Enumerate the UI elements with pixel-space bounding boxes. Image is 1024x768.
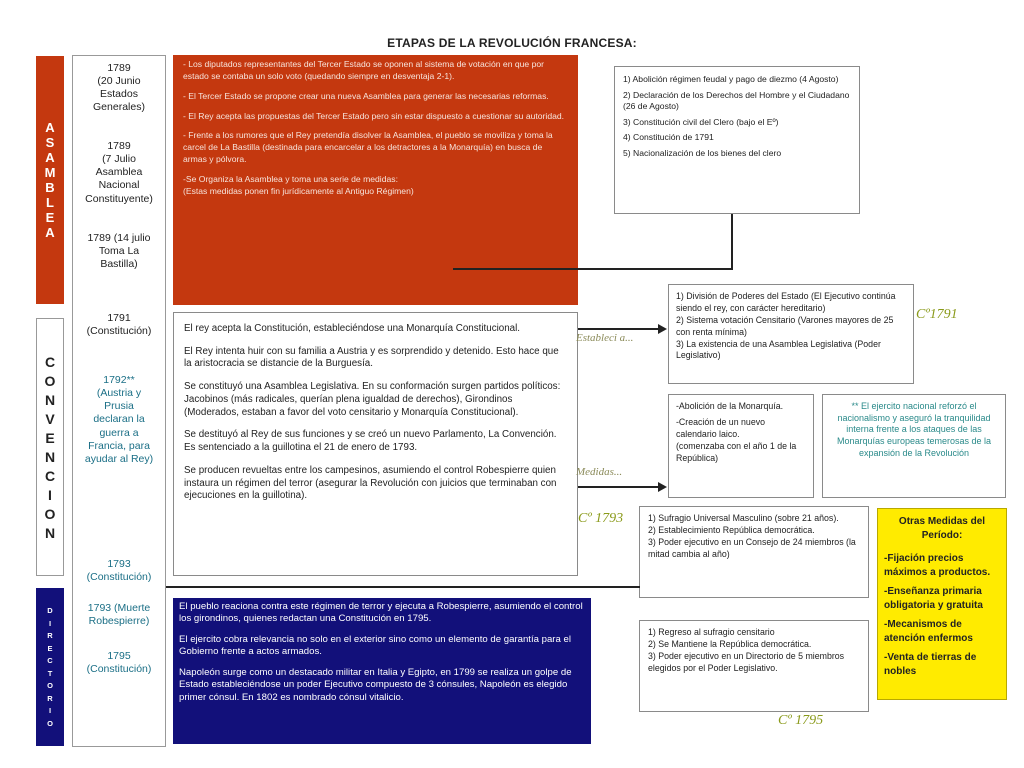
stage-letter: D [47, 606, 53, 615]
label-medidas: Medidas... [576, 466, 623, 478]
asamblea-point: - El Rey acepta las propuestas del Tercer Estado pero sin estar dispuesto a cuestionar su autoridad. [183, 110, 565, 121]
label-c1793: Cº 1793 [578, 511, 624, 526]
stage-letter: T [47, 668, 53, 678]
medida-item: 2) Declaración de los Derechos del Hombre y el Ciudadano (26 de Agosto) [623, 89, 850, 112]
c1793-box [639, 506, 869, 598]
stage-letter: I [48, 618, 52, 628]
medida-item: 3) Constitución civil del Clero (bajo el Eº) [623, 116, 779, 127]
arrowhead-icon [658, 324, 667, 334]
stage-letter: O [44, 505, 56, 522]
directorio-point: Napoleón surge como un destacado militar en Italia y Egipto, en 1799 se realiza un golpe de Estado estableciéndose un poder Ejecutivo compuesto de 3 cónsules, Napoleón es elegido primer cónsul. En 1802 es nombrado cónsul vitalicio. [179, 666, 572, 703]
convencion-point: El rey acepta la Constitución, estableciéndose una Monarquía Constitucional. [184, 323, 521, 334]
medidas-convencion-box [668, 394, 814, 498]
date-1793-constitucion: 1793 (Constitución) [86, 558, 152, 584]
c1791-item: 2) Sistema votación Censitario (Varones mayores de 25 con renta mínima) [676, 314, 894, 337]
stage-letter: A [45, 120, 55, 135]
stage-letter: C [44, 353, 56, 370]
stage-letter: C [44, 467, 56, 484]
stage-letter: L [46, 195, 54, 210]
stage-letter: O [47, 681, 53, 690]
stage-letter: A [45, 150, 55, 165]
asamblea-point: -Se Organiza la Asamblea y toma una serie de medidas: (Estas medidas ponen fin jurídicamente al Antiguo Régimen) [183, 174, 414, 196]
c1793-item: 1) Sufragio Universal Masculino (sobre 21 años). [648, 513, 839, 523]
connector-line [731, 214, 733, 270]
c1793-item: 3) Poder ejecutivo en un Consejo de 24 miembros (la mitad cambia al año) [648, 536, 856, 559]
connector-line [453, 268, 733, 270]
directorio-point: El ejercito cobra relevancia no solo en el exterior sino como un elemento de garantía para el Gobierno frente a actos armados. [179, 633, 571, 658]
stage-letter: E [45, 210, 55, 225]
stage-letter: R [47, 631, 53, 640]
medida-item: 4) Constitución de 1791 [623, 132, 714, 143]
c1791-item: 3) La existencia de una Asamblea Legislativa (Poder Legislativo) [676, 338, 881, 361]
date-column [72, 55, 166, 747]
stage-letter: I [48, 486, 52, 503]
convencion-point: Se destituyó al Rey de sus funciones y se creó un nuevo Parlamento, La Convención. Es sentenciado a la guillotina el 21 de enero de 1793. [184, 429, 557, 454]
c1791-box [668, 284, 914, 384]
stage-letter: N [44, 524, 56, 541]
stage-letter: N [44, 448, 56, 465]
convencion-box [173, 312, 578, 576]
convencion-point: Se producen revueltas entre los campesinos, asumiendo el control Robespierre quien instaura un régimen del terror (asegurar la Revolución con juicios que terminaban con ejecuciones en la guillotina). [184, 464, 557, 502]
c1795-box [639, 620, 869, 712]
c1793-item: 2) Establecimiento República democrática. [648, 524, 815, 535]
arrow-establecia [578, 328, 660, 330]
stage-letter: A [45, 225, 55, 240]
stage-asamblea [36, 56, 64, 304]
c1795-item: 2) Se Mantiene la República democrática. [648, 638, 812, 649]
label-c1791: Cº1791 [916, 307, 958, 322]
stage-convencion [36, 318, 64, 576]
stage-letter: S [45, 135, 55, 150]
date-1795: 1795 (Constitución) [86, 650, 152, 676]
stage-letter: R [47, 693, 53, 703]
date-1789-estados: 1789 (20 Junio Estados Generales) [93, 62, 145, 114]
connector-line [166, 586, 640, 588]
stage-letter: O [47, 718, 53, 728]
c1795-item: 3) Poder ejecutivo en un Directorio de 5 miembros elegidos por el Poder Legislativo. [648, 650, 845, 673]
note-text: ** El ejercito nacional reforzó el nacionalismo y aseguró la tranquilidad interna frente a los ataques de las Monarquías europeas temerosas de la expansión de la Revolución [836, 401, 992, 458]
date-1789-asamblea: 1789 (7 Julio Asamblea Nacional Constituyente) [85, 140, 153, 205]
note-box [822, 394, 1006, 498]
directorio-box [173, 598, 591, 744]
convencion-point: El Rey intenta huir con su familia a Austria y es sorprendido y detenido. Esto hace que la aristocracia se distancie de la Burguesía. [184, 345, 559, 370]
otras-medidas-title: Otras Medidas del Período: [898, 516, 986, 541]
date-1792: 1792** (Austria y Prusia declaran la guerra a Francia, para ayudar al Rey) [84, 374, 154, 465]
page-title: ETAPAS DE LA REVOLUCIÓN FRANCESA: [387, 36, 637, 50]
date-1789-bastilla: 1789 (14 julio Toma La Bastilla) [87, 232, 151, 271]
stage-letter: B [45, 180, 55, 195]
asamblea-point: - Los diputados representantes del Tercer Estado se oponen al sistema de votación en que por estado se contaba un solo voto (quedando siempre en desventaja 2-1). [183, 59, 545, 81]
otras-medidas-item: -Fijación precios máximos a productos. [884, 553, 991, 578]
c1791-item: 1) División de Poderes del Estado (El Ejecutivo continúa siendo el rey, con carácter hereditario) [676, 291, 896, 313]
stage-letter: V [45, 410, 55, 427]
stage-letter: O [44, 372, 56, 389]
medida-item: 5) Nacionalización de los bienes del clero [623, 147, 782, 158]
label-establecia: Estableci a... [576, 332, 634, 344]
date-1793-robespierre: 1793 (Muerte Robespierre) [87, 602, 151, 628]
asamblea-point: - Frente a los rumores que el Rey pretendía disolver la Asamblea, el pueblo se moviliza y toma la carcel de La Bastilla (destinada para encarcelar a los detractores a la Monarquía) en busca de armas y pólvora. [183, 130, 553, 165]
stage-directorio [36, 588, 64, 746]
medida-item: -Abolición de la Monarquía. [676, 401, 784, 411]
otras-medidas-item: -Venta de tierras de nobles [884, 652, 977, 677]
stage-letter: N [44, 391, 56, 408]
arrow-medidas [578, 486, 660, 488]
date-1791: 1791 (Constitución) [86, 312, 152, 338]
convencion-point: Se constituyó una Asamblea Legislativa. En su conformación surgen partidos políticos: Jacobinos (más radicales, querían plena igualdad de derechos), Girondinos (Moderados, estaban a favor del voto censitario y Monarquía Constitucional). [184, 381, 561, 418]
stage-letter: M [44, 165, 56, 180]
arrowhead-icon [658, 482, 667, 492]
stage-letter: E [47, 643, 53, 653]
asamblea-point: - El Tercer Estado se propone crear una nueva Asamblea para generar las necesarias reformas. [183, 90, 549, 101]
stage-letter: I [48, 706, 52, 715]
otras-medidas-item: -Mecanismos de atención enfermos [884, 619, 973, 644]
medida-item: 1) Abolición régimen feudal y pago de diezmo (4 Agosto) [623, 74, 839, 84]
medida-item: -Creación de un nuevo calendario laico. (comenzaba con el año 1 de la República) [676, 416, 797, 463]
stage-letter: E [45, 429, 55, 446]
otras-medidas-item: -Enseñanza primaria obligatoria y gratuita [884, 586, 983, 611]
label-c1795: Cº 1795 [778, 713, 824, 728]
directorio-point: El pueblo reaciona contra este régimen de terror y ejecuta a Robespierre, asumiendo el control los girondinos, quienes redactan una Constitución en 1795. [179, 601, 583, 625]
otras-medidas-box [877, 508, 1007, 700]
c1795-item: 1) Regreso al sufragio censitario [648, 627, 775, 637]
medidas-1789-box [614, 66, 860, 214]
stage-letter: C [47, 656, 53, 665]
